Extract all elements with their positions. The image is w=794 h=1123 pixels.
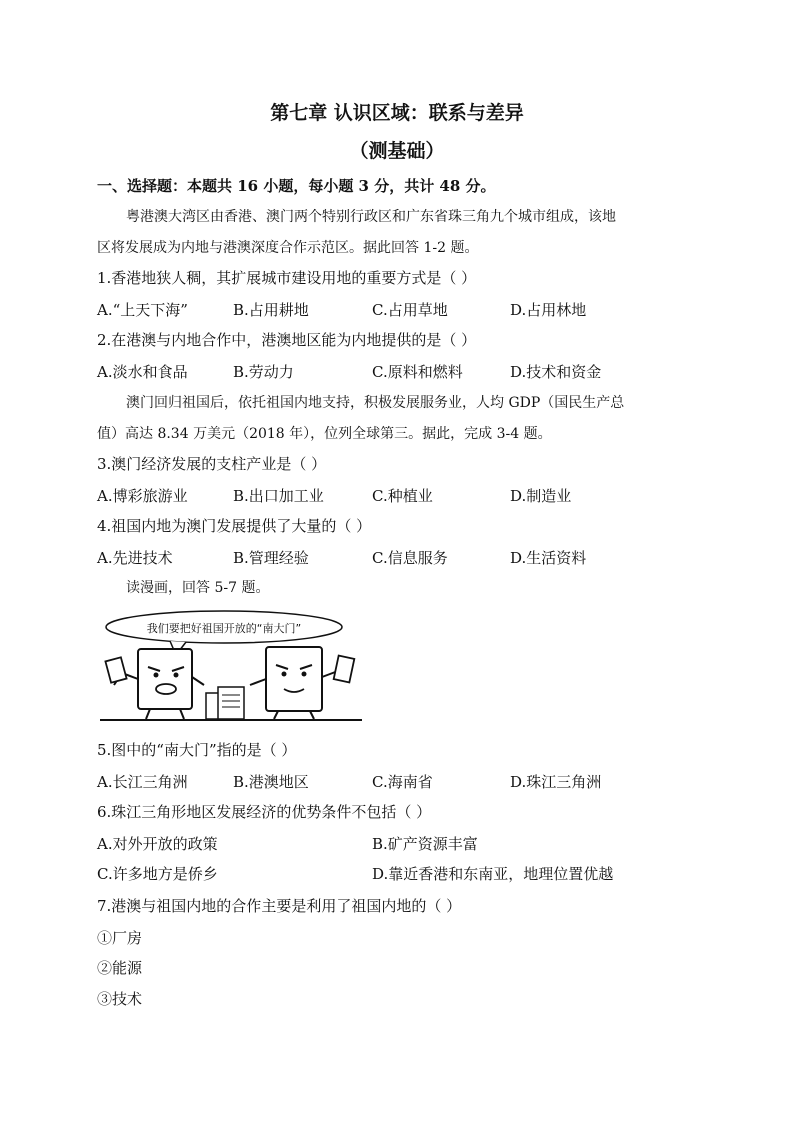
question-5-option-a: A.长江三角洲 [97,773,188,791]
question-4-option-b: B.管理经验 [233,549,309,567]
question-5-option-b: B.港澳地区 [233,773,309,791]
question-7-item-2: ②能源 [97,959,143,977]
passage-2-line-1: 澳门回归祖国后，依托祖国内地支持，积极发展服务业，人均 GDP（国民生产总 [126,395,625,411]
passage-3: 读漫画，回答 5-7 题。 [126,580,270,596]
cartoon-drawing [100,607,366,727]
question-2-option-c: C.原料和燃料 [372,363,463,381]
question-4-stem: 4.祖国内地为澳门发展提供了大量的（ ） [97,517,372,535]
question-7-item-1: ①厂房 [97,929,143,947]
question-3-option-d: D.制造业 [510,487,572,505]
question-6-stem: 6.珠江三角形地区发展经济的优势条件不包括（ ） [97,803,432,821]
question-5-option-c: C.海南省 [372,773,433,791]
question-2-option-b: B.劳动力 [233,363,294,381]
question-4-option-a: A.先进技术 [97,549,173,567]
question-4-option-c: C.信息服务 [372,549,448,567]
question-2-option-a: A.淡水和食品 [97,363,188,381]
question-7-item-3: ③技术 [97,990,143,1008]
question-2-stem: 2.在港澳与内地合作中，港澳地区能为内地提供的是（ ） [97,331,477,349]
question-1-option-c: C.占用草地 [372,301,448,319]
page-title: 第七章 认识区域：联系与差异 [270,102,524,124]
cartoon-illustration [100,607,366,727]
question-5-option-d: D.珠江三角洲 [510,773,602,791]
question-1-option-a: A.“上天下海” [97,301,188,319]
question-3-stem: 3.澳门经济发展的支柱产业是（ ） [97,455,327,473]
question-7-stem: 7.港澳与祖国内地的合作主要是利用了祖国内地的（ ） [97,897,462,915]
question-6-option-c: C.许多地方是侨乡 [97,865,218,883]
question-2-option-d: D.技术和资金 [510,363,602,381]
page-subtitle: （测基础） [349,140,445,162]
question-6-option-d: D.靠近香港和东南亚，地理位置优越 [372,865,614,883]
question-6-option-b: B.矿产资源丰富 [372,835,478,853]
passage-2-line-2: 值）高达 8.34 万美元（2018 年），位列全球第三。据此，完成 3-4 题。 [97,426,552,442]
document-stack [206,687,244,719]
question-1-option-b: B.占用耕地 [233,301,309,319]
passage-1-line-2: 区将发展成为内地与港澳深度合作示范区。据此回答 1-2 题。 [97,240,479,256]
question-1-stem: 1.香港地狭人稠，其扩展城市建设用地的重要方式是（ ） [97,269,477,287]
question-1-option-d: D.占用林地 [510,301,587,319]
question-6-option-a: A.对外开放的政策 [97,835,218,853]
right-character [250,647,354,719]
passage-1-line-1: 粤港澳大湾区由香港、澳门两个特别行政区和广东省珠三角九个城市组成，该地 [126,209,616,225]
question-5-stem: 5.图中的“南大门”指的是（ ） [97,741,297,759]
left-character [105,649,204,719]
speech-text: 我们要把好祖国开放的“南大门” [146,622,302,635]
section-heading: 一、选择题：本题共 16 小题，每小题 3 分，共计 48 分。 [97,177,496,195]
question-4-option-d: D.生活资料 [510,549,587,567]
question-3-option-b: B.出口加工业 [233,487,324,505]
question-3-option-a: A.博彩旅游业 [97,487,188,505]
question-3-option-c: C.种植业 [372,487,433,505]
